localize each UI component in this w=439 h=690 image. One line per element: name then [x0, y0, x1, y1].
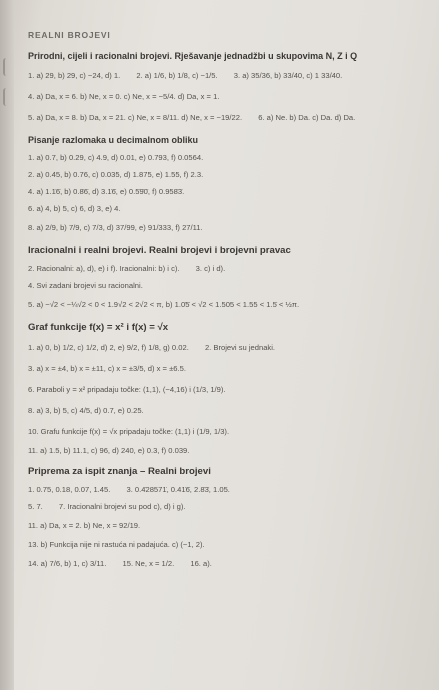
answer-text: 4. a) 1.1̇6̇, b) 0.8̇6̇, d) 3.1̇6̇, e) 0.5̇9̇0̇, f) 0.958̇3̇.: [28, 187, 185, 196]
page-header: REALNI BROJEVI: [28, 30, 111, 40]
answer-line: [28, 402, 433, 419]
answer-text: 8. a) 2/9, b) 7/9, c) 7/3, d) 37/99, e) 91/333, f) 27/11.: [28, 223, 203, 232]
answer-text: 2. Racionalni: a), d), e) i f). Iracionalni: b) i c).: [28, 264, 180, 273]
answer-text: 1. a) 0.7, b) 0.29, c) 4.9, d) 0.01, e) 0.793, f) 0.0564.: [28, 153, 204, 162]
answer-line: [28, 339, 433, 356]
answer-text: 2. a) 1/6, b) 1/8, c) −1/5.: [136, 71, 218, 80]
section-title: Prirodni, cijeli i racionalni brojevi. Rješavanje jednadžbi u skupovima N, Z i Q: [28, 51, 358, 61]
answer-line: [28, 168, 433, 181]
answer-line: [28, 381, 433, 398]
answer-line: [28, 67, 433, 84]
answer-text: 11. a) Da, x = 2. b) Ne, x = 92/19.: [28, 521, 141, 530]
answer-line: [28, 423, 433, 440]
answer-text: 15. Ne, x = 1/2.: [122, 559, 175, 568]
answer-text: 16. a).: [190, 559, 212, 568]
answer-line: [28, 88, 433, 105]
answer-text: 4. a) Da, x = 6. b) Ne, x = 0. c) Ne, x = −5/4. d) Da, x = 1.: [28, 92, 220, 101]
answer-line: [28, 219, 433, 236]
answer-line: [28, 296, 433, 313]
answer-text: 3. a) 35/36, b) 33/40, c) 1 33/40.: [233, 71, 343, 80]
answer-text: 14. a) 7/6, b) 1, c) 3/11.: [28, 559, 107, 568]
section-title: Graf funkcije f(x) = x² i f(x) = √x: [28, 322, 169, 333]
answer-text: 11. a) 1.5, b) 11.1, c) 96, d) 240, e) 0.3, f) 0.039.: [28, 446, 190, 455]
answer-line: [28, 360, 433, 377]
answer-text: 6. a) 4, b) 5, c) 6, d) 3, e) 4.: [28, 204, 121, 213]
answer-text: 13. b) Funkcija nije ni rastuća ni padajuća. c) (−1, 2).: [28, 540, 205, 549]
answer-line: [28, 202, 433, 215]
answer-text: 2. Brojevi su jednaki.: [204, 343, 276, 352]
answer-text: 5. a) −√2 < −¼√2 < 0 < 1.9√2 < 2√2 < π, b) 1.0̇5̇ < √2 < 1.505 < 1.55 < 1.5̇ < ½π.: [28, 300, 300, 309]
answer-text: 1. a) 29, b) 29, c) −24, d) 1.: [28, 71, 121, 80]
answer-line: [28, 444, 433, 457]
answer-line: [28, 109, 433, 126]
answer-line: [28, 262, 433, 275]
section-title: Priprema za ispit znanja – Realni brojevi: [28, 466, 211, 477]
answer-line: [28, 555, 433, 572]
answer-text: 1. a) 0, b) 1/2, c) 1/2, d) 2, e) 9/2, f) 1/8, g) 0.02.: [28, 343, 189, 352]
edge-mark: [3, 88, 13, 106]
answer-text: 3. a) x = ±4, b) x = ±11, c) x = ±3/5, d) x = ±6.5.: [28, 364, 186, 373]
answer-page: [28, 30, 433, 576]
answer-line: [28, 151, 433, 164]
answer-line: [28, 279, 433, 292]
answer-line: [28, 483, 433, 496]
answer-text: 6. Paraboli y = x² pripadaju točke: (1,1), (−4,16) i (1/3, 1/9).: [28, 385, 226, 394]
edge-mark: [3, 58, 13, 76]
answer-text: 3. 0.4̇28571̇, 0.41̇6̇, 2.8̇3̇, 1.05.: [126, 485, 230, 494]
answer-text: 7. Iracionalni brojevi su pod c), d) i g).: [58, 502, 186, 511]
answer-line: [28, 185, 433, 198]
answer-text: 1. 0.75, 0.18, 0.07, 1.45.: [28, 485, 111, 494]
answer-text: 5. 7.: [28, 502, 43, 511]
section-title: Iracionalni i realni brojevi. Realni brojevi i brojevni pravac: [28, 245, 291, 256]
answer-text: 8. a) 3, b) 5, c) 4/5, d) 0.7, e) 0.25.: [28, 406, 144, 415]
answer-text: 2. a) 0.45, b) 0.76, c) 0.035, d) 1.875, e) 1.55, f) 2.3.: [28, 170, 204, 179]
page-fold-shadow: [0, 0, 14, 690]
answer-text: 10. Grafu funkcije f(x) = √x pripadaju točke: (1,1) i (1/9, 1/3).: [28, 427, 230, 436]
answer-text: 6. a) Ne. b) Da. c) Da. d) Da.: [258, 113, 356, 122]
answer-text: 5. a) Da, x = 8. b) Da, x = 21. c) Ne, x = 8/11. d) Ne, x = −19/22.: [28, 113, 243, 122]
answer-text: 3. c) i d).: [195, 264, 226, 273]
answer-text: 4. Svi zadani brojevi su racionalni.: [28, 281, 143, 290]
section-title: Pisanje razlomaka u decimalnom obliku: [28, 135, 199, 145]
answer-line: [28, 538, 433, 551]
answer-line: [28, 517, 433, 534]
answer-line: [28, 500, 433, 513]
